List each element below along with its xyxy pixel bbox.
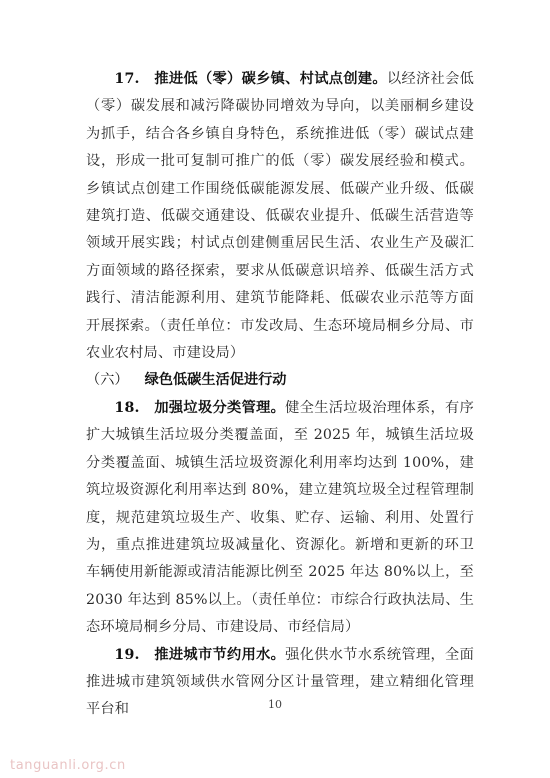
section-heading — [86, 367, 474, 394]
paragraph-17-body: 以经济社会低（零）碳发展和减污降碳协同增效为导向，以美丽桐乡建设为抓手，结合各乡镇自身特色，系统推进低（零）碳试点建设，形成一批可复制可推广的低（零）碳发展经验和模式。乡镇试点创建工作围绕低碳能源发展、低碳产业升级、低碳建筑打造、低碳交通建设、低碳农业提升、低碳生活营造等领域开展实践；村试点创建侧重居民生活、农业生产及碳汇方面领域的路径探索，要求从低碳意识培养、低碳生活方式践行、清洁能源利用、建筑节能降耗、低碳农业示范等方面开展探索。（责任单位：市发改局、生态环境局桐乡分局、市农业农村局、市建设局） — [86, 71, 475, 362]
body-text — [86, 66, 474, 724]
paragraph-18-body: 健全生活垃圾治理体系，有序扩大城镇生活垃圾分类覆盖面，至 2025 年，城镇生活垃圾分类覆盖面、城镇生活垃圾资源化利用率均达到 100%，建筑垃圾资源化利用率达到 80%，建立建筑垃圾全过程管理制度，规范建筑垃圾生产、收集、贮存、运输、利用、处置行为，重点推进建筑垃圾减量化、资源化。新增和更新的环卫车辆使用新能源或清洁能源比例至 2025 年达 80%以上，至 2030 年达到 85%以上。（责任单位：市综合行政执法局、生态环境局桐乡分局、市建设局、市经信局） — [86, 399, 474, 636]
page-number: 10 — [268, 698, 282, 711]
paragraph-17 — [86, 66, 474, 367]
paragraph-17-heading: 17. 推进低（零）碳乡镇、村试点创建。 — [114, 71, 387, 87]
section-title: 绿色低碳生活促进行动 — [144, 372, 287, 389]
watermark: tanguanli.org.cn — [10, 758, 126, 773]
paragraph-19-body: 强化供水节水系统管理，全面推进城市建筑领域供水管网分区计量管理，建立精细化管理平台和 — [86, 646, 474, 718]
paragraph-18 — [86, 395, 474, 642]
section-number: （六） — [86, 372, 129, 389]
paragraph-19 — [86, 642, 474, 724]
paragraph-19-heading: 19. 推进城市节约用水。 — [114, 646, 286, 663]
paragraph-18-heading: 18. 加强垃圾分类管理。 — [114, 399, 286, 416]
